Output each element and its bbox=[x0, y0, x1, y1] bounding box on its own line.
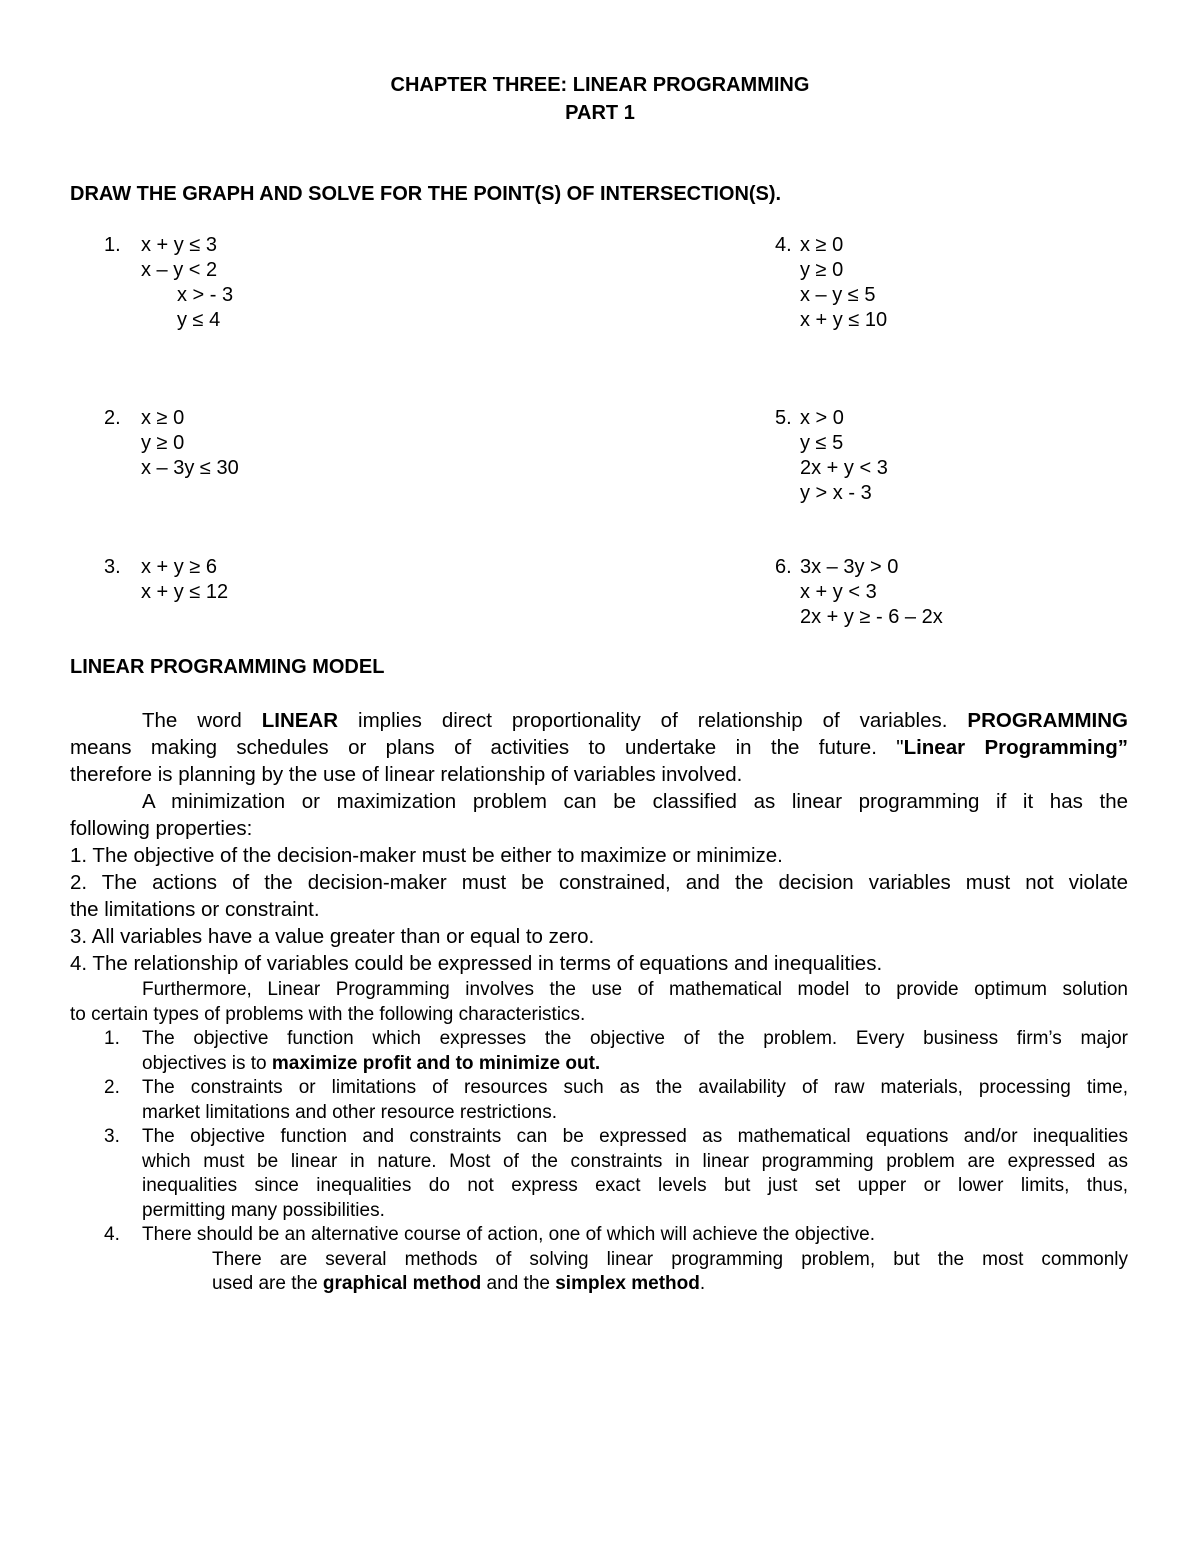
bold-term: LINEAR bbox=[261, 709, 339, 732]
text-run: . bbox=[699, 1273, 706, 1294]
item-line: inequalities since inequalities do not express exact levels but just set upper or lower limits, thus, bbox=[142, 1175, 1128, 1196]
property-item: 2. The actions of the decision-maker must be constrained, and the decision variables must not violate bbox=[70, 871, 1128, 894]
constraint: y > x - 3 bbox=[800, 482, 872, 504]
closing-paragraph bbox=[212, 1248, 1128, 1297]
text-run: and the bbox=[481, 1273, 556, 1294]
constraint: x + y ≤ 3 bbox=[141, 234, 218, 256]
paragraph-line: to certain types of problems with the following characteristics. bbox=[70, 1003, 586, 1025]
property-item: the limitations or constraint. bbox=[70, 898, 320, 921]
constraint: x – y < 2 bbox=[141, 259, 218, 281]
paragraph-line: Furthermore, Linear Programming involves the use of mathematical model to provide optimum solution bbox=[142, 979, 1128, 1000]
characteristic-item-3 bbox=[70, 1125, 1128, 1223]
characteristics-section bbox=[70, 978, 1128, 1297]
paragraph-line bbox=[70, 707, 1128, 734]
item-line: The objective function which expresses the objective of the problem. Every business firm’s major bbox=[142, 1028, 1128, 1049]
item-line: market limitations and other resource restrictions. bbox=[142, 1101, 557, 1123]
problem-number: 6. bbox=[775, 556, 792, 578]
chapter-title: CHAPTER THREE: LINEAR PROGRAMMING bbox=[390, 74, 810, 96]
constraint: x + y < 3 bbox=[800, 581, 877, 603]
constraint: y ≤ 5 bbox=[800, 432, 844, 454]
characteristic-item-4 bbox=[70, 1223, 1128, 1248]
item-number: 1. bbox=[104, 1028, 120, 1049]
part-title: PART 1 bbox=[565, 102, 635, 124]
paragraph-line bbox=[70, 734, 1128, 761]
constraint: y ≥ 0 bbox=[141, 432, 185, 454]
constraint: x ≥ 0 bbox=[800, 234, 844, 256]
characteristic-item-2 bbox=[70, 1076, 1128, 1125]
definition-paragraph bbox=[70, 707, 1128, 977]
constraint: x – y ≤ 5 bbox=[800, 284, 876, 306]
item-number: 4. bbox=[104, 1224, 120, 1245]
problem-number: 5. bbox=[775, 407, 792, 429]
constraint: 2x + y ≥ - 6 – 2x bbox=[800, 606, 943, 628]
constraint: y ≤ 4 bbox=[177, 309, 221, 331]
constraint: 3x – 3y > 0 bbox=[800, 556, 899, 578]
model-heading: LINEAR PROGRAMMING MODEL bbox=[70, 656, 385, 678]
item-line: which must be linear in nature. Most of the constraints in linear programming problem are expressed as bbox=[142, 1150, 1128, 1172]
item-line: The constraints or limitations of resources such as the availability of raw materials, processing time, bbox=[142, 1077, 1128, 1098]
bold-term: PROGRAMMING bbox=[967, 709, 1128, 732]
item-number: 2. bbox=[104, 1077, 120, 1098]
paragraph-line: therefore is planning by the use of linear relationship of variables involved. bbox=[70, 763, 743, 786]
text-run: objectives is to bbox=[142, 1052, 272, 1074]
text-run: implies direct proportionality of relationship of variables. bbox=[338, 709, 968, 732]
constraint: x + y ≤ 12 bbox=[141, 581, 229, 603]
bold-term: simplex method bbox=[555, 1273, 700, 1294]
item-line: permitting many possibilities. bbox=[142, 1199, 385, 1221]
item-number: 3. bbox=[104, 1126, 120, 1147]
bold-term: maximize profit and to minimize out. bbox=[271, 1052, 601, 1074]
problem-number: 3. bbox=[104, 556, 121, 578]
closing-line bbox=[212, 1272, 1128, 1297]
text-run: The word bbox=[142, 709, 262, 732]
paragraph-line: A minimization or maximization problem can be classified as linear programming if it has the bbox=[142, 790, 1128, 813]
property-item: 3. All variables have a value greater than or equal to zero. bbox=[70, 925, 595, 948]
problem-number: 4. bbox=[775, 234, 792, 256]
constraint: y ≥ 0 bbox=[800, 259, 844, 281]
text-run: means making schedules or plans of activities to undertake in the future. " bbox=[70, 736, 904, 759]
item-line: The objective function and constraints can be expressed as mathematical equations and/or inequalities bbox=[142, 1126, 1128, 1147]
text-run: used are the bbox=[212, 1273, 323, 1294]
characteristic-item-1 bbox=[70, 1027, 1128, 1076]
constraint: x – 3y ≤ 30 bbox=[141, 457, 239, 479]
problem-number: 2. bbox=[104, 407, 121, 429]
property-item: 1. The objective of the decision-maker must be either to maximize or minimize. bbox=[70, 844, 783, 867]
constraint: x > - 3 bbox=[177, 284, 234, 306]
problem-number: 1. bbox=[104, 234, 121, 256]
item-line: There should be an alternative course of action, one of which will achieve the objective. bbox=[142, 1224, 875, 1245]
instruction-heading: DRAW THE GRAPH AND SOLVE FOR THE POINT(S) OF INTERSECTION(S). bbox=[70, 183, 782, 205]
property-item: 4. The relationship of variables could be expressed in terms of equations and inequalities. bbox=[70, 952, 883, 975]
bold-term: graphical method bbox=[322, 1273, 482, 1294]
constraint: x + y ≤ 10 bbox=[800, 309, 888, 331]
item-line bbox=[142, 1052, 1128, 1077]
constraint: x + y ≥ 6 bbox=[141, 556, 218, 578]
constraint: 2x + y < 3 bbox=[800, 457, 888, 479]
constraint: x > 0 bbox=[800, 407, 844, 429]
constraint: x ≥ 0 bbox=[141, 407, 185, 429]
closing-line: There are several methods of solving linear programming problem, but the most commonly bbox=[212, 1248, 1128, 1270]
bold-term: Linear Programming” bbox=[903, 736, 1128, 759]
paragraph-line: following properties: bbox=[70, 817, 253, 840]
